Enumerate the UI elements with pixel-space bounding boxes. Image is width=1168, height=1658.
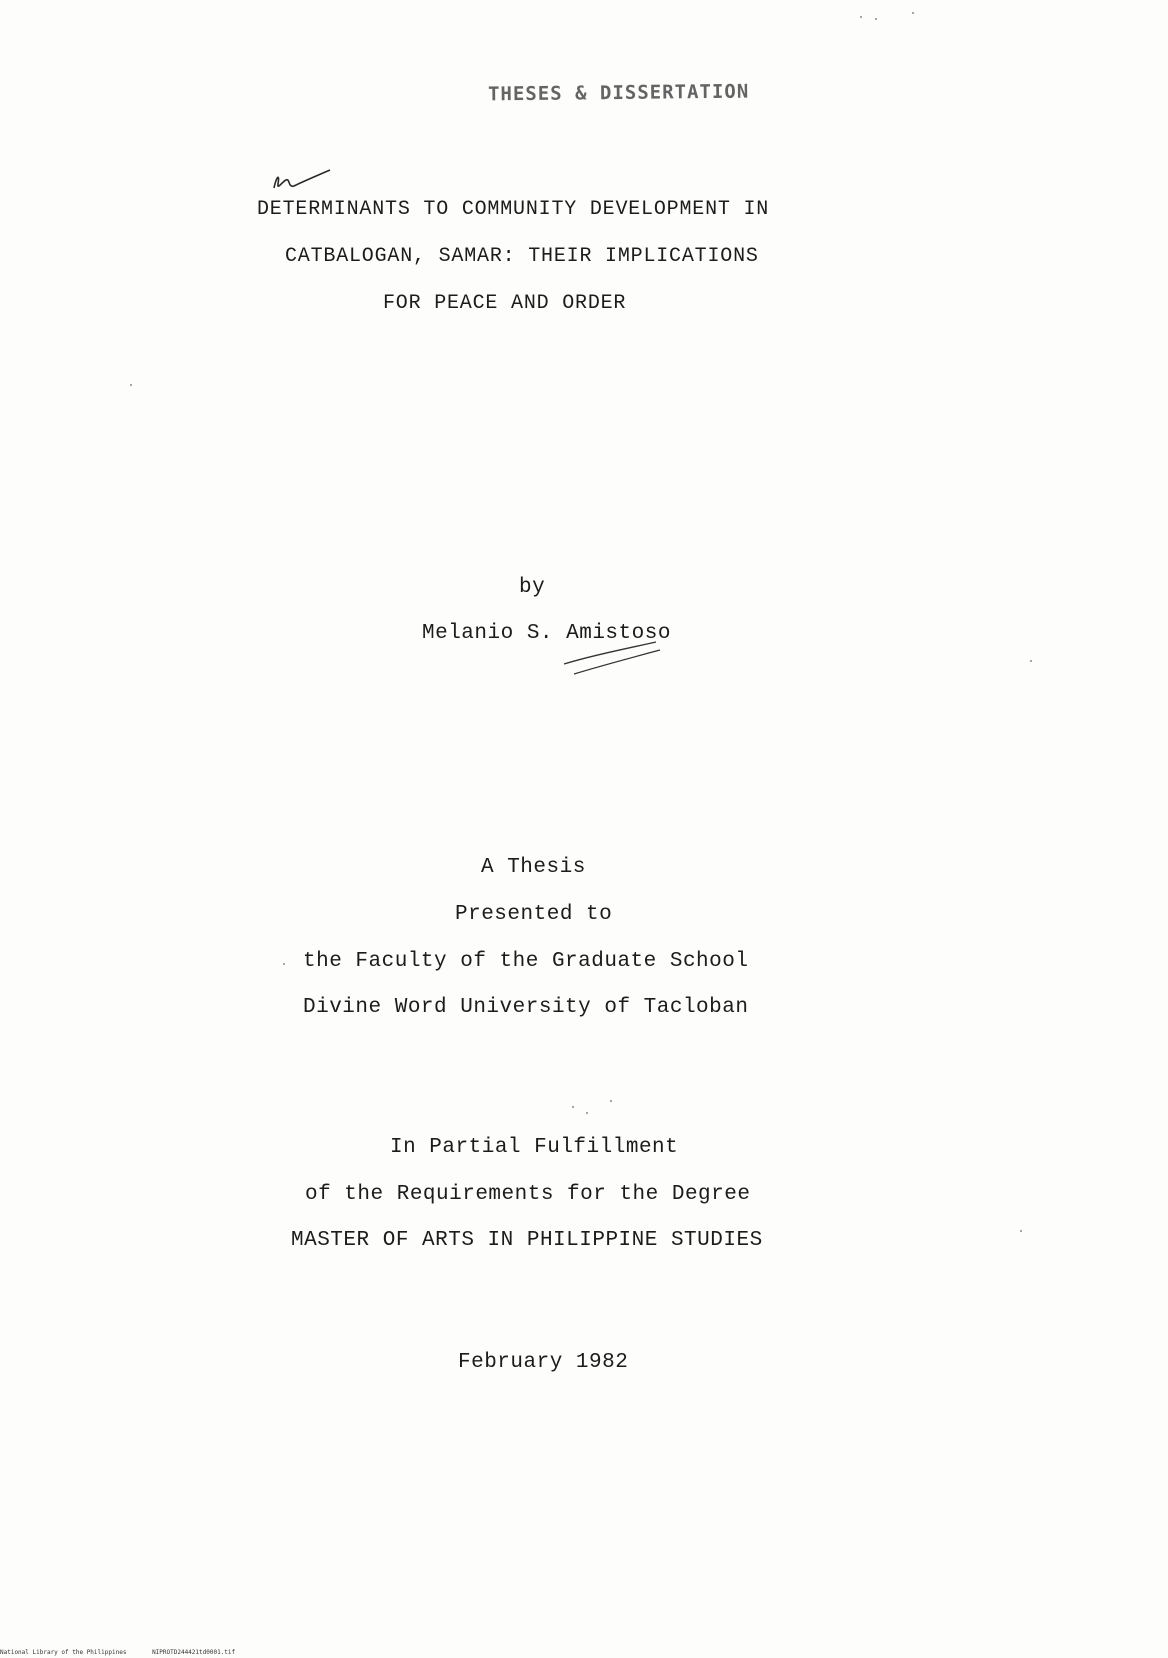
scan-speck bbox=[875, 18, 877, 20]
scan-footer bbox=[0, 1649, 257, 1656]
handwritten-initials bbox=[268, 160, 348, 200]
scan-speck bbox=[572, 1106, 574, 1108]
scan-speck bbox=[912, 12, 914, 14]
footer-library: National Library of the Philippines bbox=[0, 1649, 127, 1656]
scan-speck bbox=[283, 963, 285, 965]
scan-speck bbox=[1030, 660, 1032, 662]
fulfillment-line-1: In Partial Fulfillment bbox=[390, 1136, 679, 1159]
university-line: Divine Word University of Tacloban bbox=[303, 996, 749, 1019]
thesis-label: A Thesis bbox=[481, 856, 586, 879]
scan-speck bbox=[860, 16, 862, 18]
author-name: Melanio S. Amistoso bbox=[422, 622, 671, 645]
scan-speck bbox=[586, 1112, 588, 1114]
degree-line: MASTER OF ARTS IN PHILIPPINE STUDIES bbox=[291, 1229, 763, 1252]
scan-speck bbox=[610, 1100, 612, 1102]
scan-speck bbox=[1020, 1230, 1022, 1232]
title-line-3: FOR PEACE AND ORDER bbox=[383, 292, 627, 315]
scan-speck bbox=[130, 384, 132, 386]
theses-dissertation-stamp: THESES & DISSERTATION bbox=[487, 80, 750, 106]
title-line-1: DETERMINANTS TO COMMUNITY DEVELOPMENT IN bbox=[257, 198, 770, 221]
presented-to: Presented to bbox=[455, 903, 613, 926]
by-label: by bbox=[519, 576, 546, 599]
fulfillment-line-2: of the Requirements for the Degree bbox=[305, 1183, 751, 1206]
faculty-line: the Faculty of the Graduate School bbox=[303, 950, 749, 973]
date-line: February 1982 bbox=[458, 1351, 629, 1374]
title-line-2: CATBALOGAN, SAMAR: THEIR IMPLICATIONS bbox=[285, 245, 759, 268]
signature-mark bbox=[560, 640, 670, 680]
footer-filename: NIPROTD244421td0001.tif bbox=[152, 1649, 236, 1656]
